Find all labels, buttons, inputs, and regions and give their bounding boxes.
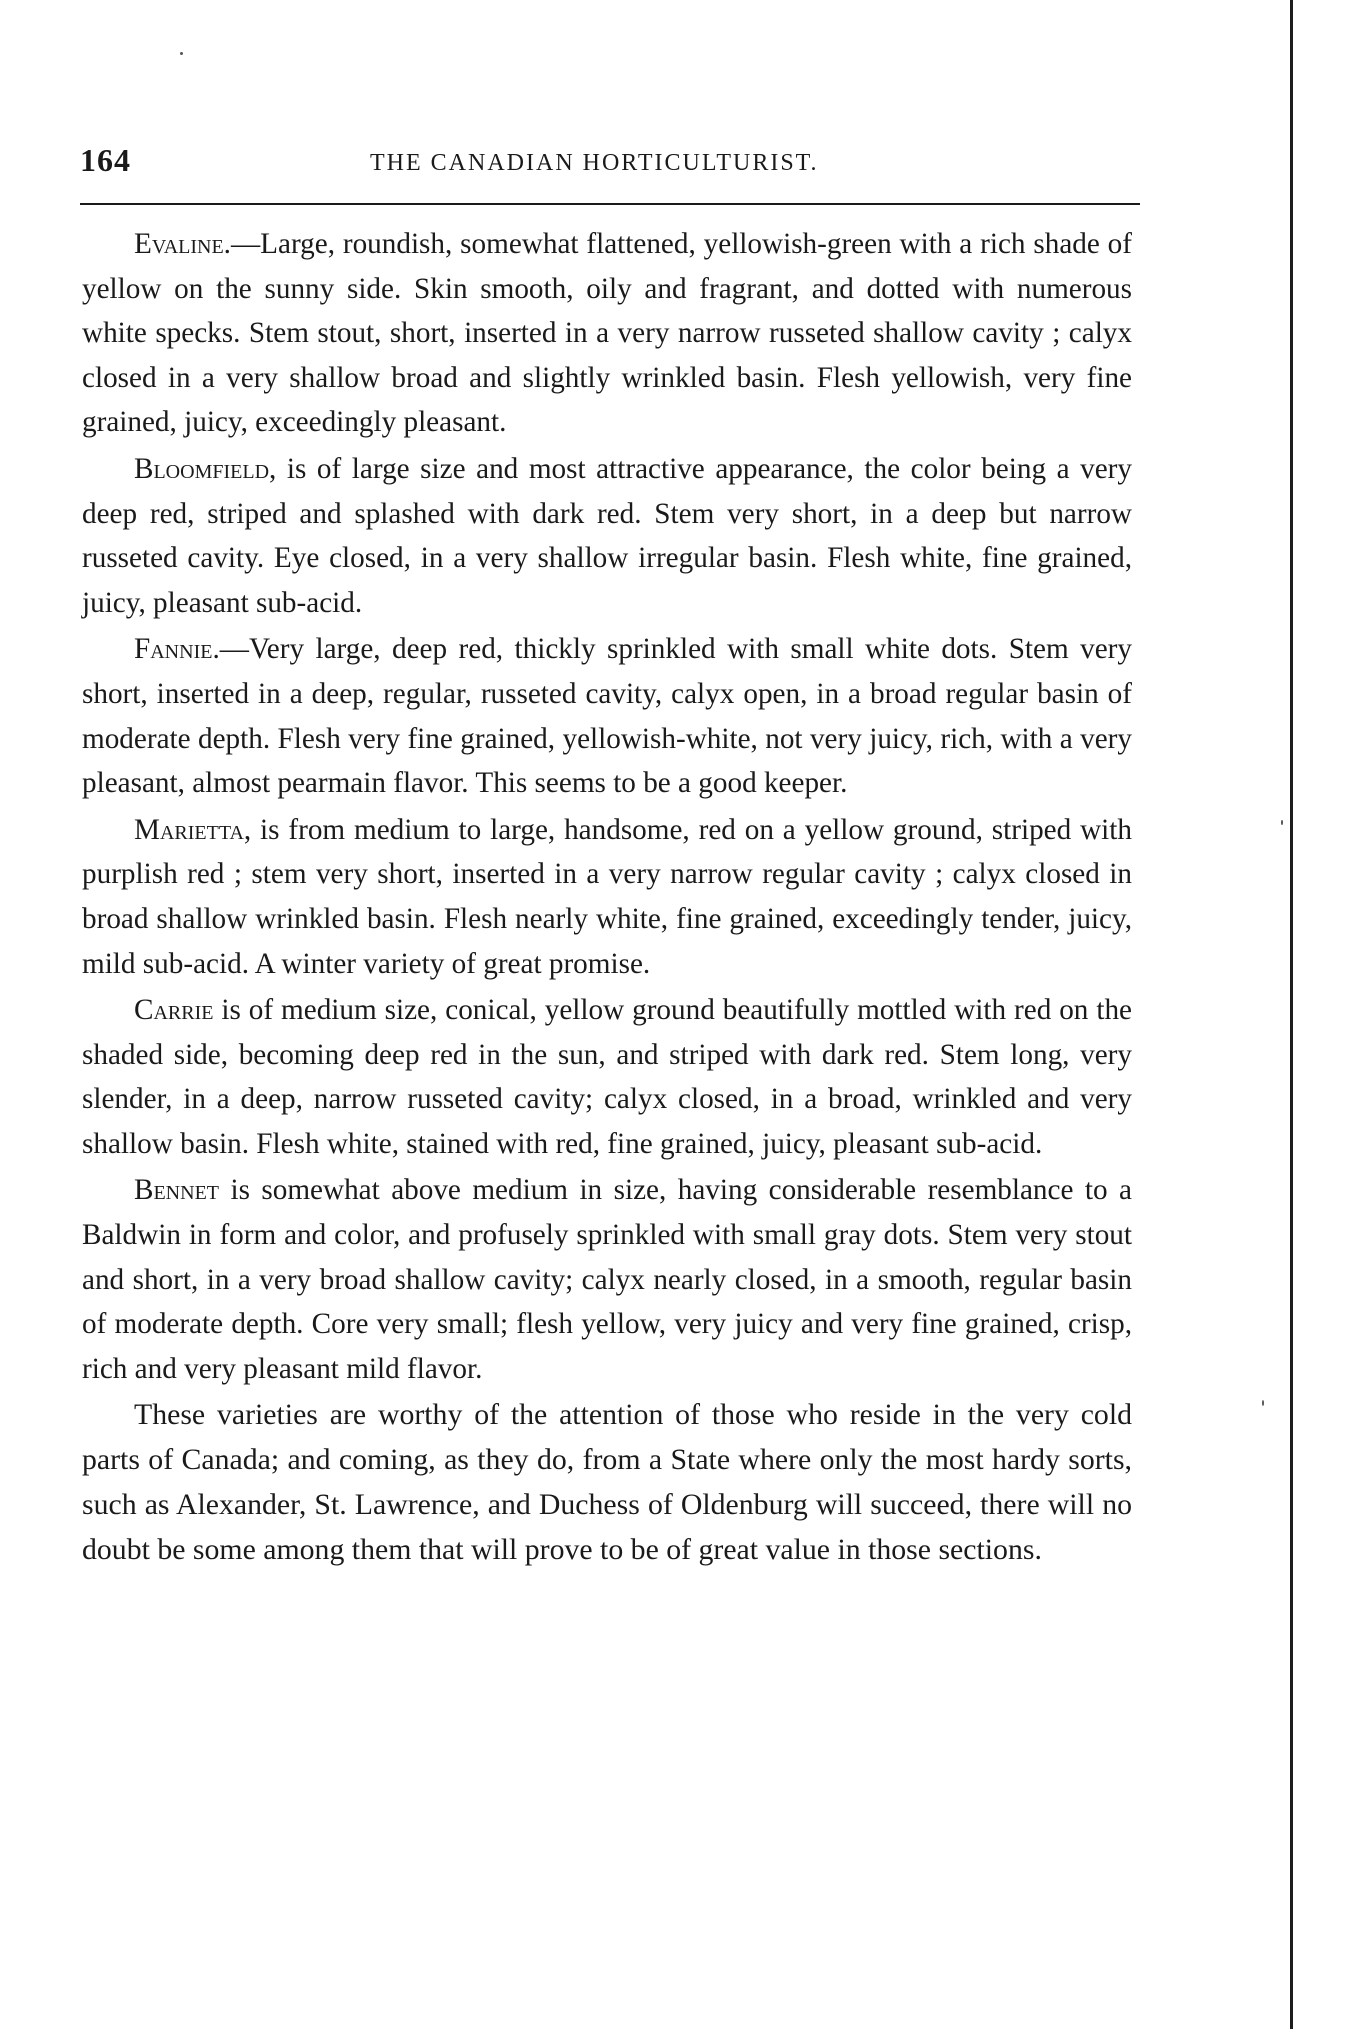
scan-speck <box>1262 1400 1264 1406</box>
article-body <box>82 222 1132 1573</box>
scan-page-edge <box>1290 0 1293 2029</box>
variety-name: Fannie. <box>134 633 220 666</box>
variety-entry-carrie <box>82 988 1132 1166</box>
scan-speck <box>180 52 183 55</box>
variety-description: —Large, roundish, somewhat flattened, yellowish-green with a rich shade of yellow on the sunny side. Skin smooth, oily and fragrant, and dotted with numerous white specks. Stem stout, short, inserted in a very narrow russeted shallow cavity ; calyx closed in a very shallow broad and slightly wrinkled basin. Flesh yellowish, very fine grained, juicy, exceedingly pleasant. <box>82 228 1132 439</box>
variety-description: is somewhat above medium in size, having considerable resemblance to a Baldwin in form and color, and profusely sprinkled with small gray dots. Stem very stout and short, in a very broad shallow cavity; calyx nearly closed, in a smooth, regular basin of moderate depth. Core very small; flesh yellow, very juicy and very fine grained, crisp, rich and very pleasant mild flavor. <box>82 1174 1132 1385</box>
variety-description: is of medium size, conical, yellow ground beautifully mottled with red on the shaded side, becoming deep red in the sun, and striped with dark red. Stem long, very slender, in a deep, narrow russeted cavity; calyx closed, in a broad, wrinkled and very shallow basin. Flesh white, stained with red, fine grained, juicy, pleasant sub-acid. <box>82 994 1132 1160</box>
variety-entry-marietta <box>82 808 1132 986</box>
variety-entry-bloomfield <box>82 447 1132 625</box>
variety-name: Carrie <box>134 994 214 1027</box>
variety-entry-evaline <box>82 222 1132 445</box>
header-rule <box>80 203 1140 205</box>
page-number: 164 <box>80 142 131 178</box>
variety-name: Marietta <box>134 813 244 846</box>
variety-description: —Very large, deep red, thickly sprinkled with small white dots. Stem very short, inserted in a deep, regular, russeted cavity, calyx open, in a broad regular basin of moderate depth. Flesh very fine grained, yellowish-white, not very juicy, rich, with a very pleasant, almost pearmain flavor. This seems to be a good keeper. <box>82 633 1132 800</box>
page-header <box>80 142 1140 182</box>
variety-entry-bennet <box>82 1168 1132 1391</box>
running-title: THE CANADIAN HORTICULTURIST. <box>370 150 819 176</box>
variety-description: , is of large size and most attractive appearance, the color being a very deep red, striped and splashed with dark red. Stem very short, in a deep but narrow russeted cavity. Eye closed, in a very shallow irregular basin. Flesh white, fine grained, juicy, pleasant sub-acid. <box>82 452 1132 619</box>
variety-entry-fannie <box>82 627 1132 805</box>
variety-name: Evaline. <box>134 228 231 260</box>
closing-paragraph: These varieties are worthy of the attention of those who reside in the very cold parts of Canada; and coming, as they do, from a State where only the most hardy sorts, such as Alexander, St. Lawrence, and Duchess of Oldenburg will succeed, there will no doubt be some among them that will prove to be of great value in those sections. <box>82 1398 1132 1566</box>
variety-description: , is from medium to large, handsome, red on a yellow ground, striped with purplish red ; stem very short, inserted in a very narrow regular cavity ; calyx closed in broad shallow wrinkled basin. Flesh nearly white, fine grained, exceedingly tender, juicy, mild sub-acid. A winter variety of great promise. <box>82 813 1132 980</box>
scan-speck <box>1281 820 1283 825</box>
variety-name: Bloomfield <box>134 452 270 485</box>
variety-name: Bennet <box>134 1174 220 1207</box>
